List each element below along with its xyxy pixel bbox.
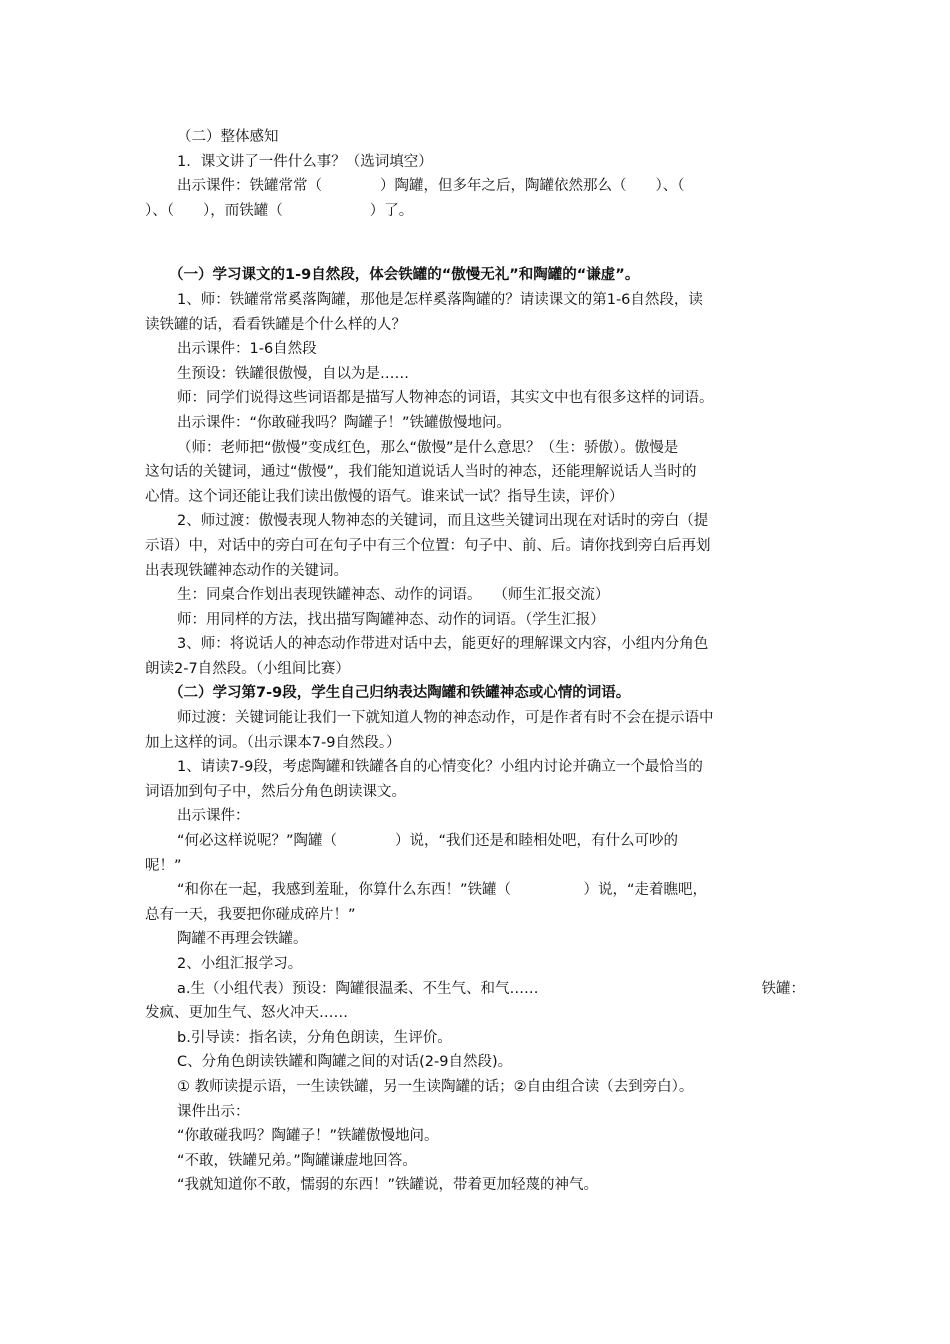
section-gap xyxy=(145,223,805,263)
paragraph: 出示课件：1-6自然段 xyxy=(177,341,317,358)
document-body xyxy=(145,125,805,1198)
paragraph: 读铁罐的话，看看铁罐是个什么样的人？ xyxy=(145,316,406,333)
paragraph: 1、师：铁罐常常奚落陶罐，那他是怎样奚落陶罐的？请读课文的第1-6自然段，读 xyxy=(177,291,703,308)
quote-line: “何必这样说呢？”陶罐（ ）说，“我们还是和睦相处吧，有什么可吵的 xyxy=(177,833,679,850)
paragraph: 发疯、更加生气、怒火冲天…… xyxy=(145,1005,348,1022)
paragraph: 师：同学们说得这些词语都是描写人物神态的词语，其实文中也有很多这样的词语。 xyxy=(177,390,714,407)
paragraph-left: a.生（小组代表）预设：陶罐很温柔、不生气、和气…… xyxy=(177,980,539,997)
quote-line: 呢！” xyxy=(145,857,182,874)
paragraph: 3、师：将说话人的神态动作带进对话中去，能更好的理解课文内容，小组内分角色 xyxy=(177,636,709,653)
paragraph-right: 铁罐： xyxy=(761,980,805,997)
paragraph: 朗读2-7自然段。（小组间比赛） xyxy=(145,660,350,677)
paragraph: C、分角色朗读铁罐和陶罐之间的对话(2-9自然段)。 xyxy=(177,1054,513,1071)
paragraph: 师：用同样的方法，找出描写陶罐神态、动作的词语。（学生汇报） xyxy=(177,611,605,628)
paragraph: 心情。这个词还能让我们读出傲慢的语气。谁来试一试？指导生读，评价） xyxy=(145,488,624,505)
paragraph: 2、小组汇报学习。 xyxy=(177,956,303,972)
question-1: 1．课文讲了一件什么事？（选词填空） xyxy=(177,153,433,170)
fill-blank-line-2: ）、（ ），而铁罐（ ）了。 xyxy=(145,202,414,219)
paragraph: 出表现铁罐神态动作的关键词。 xyxy=(145,562,348,579)
paragraph: ① 教师读提示语，一生读铁罐，另一生读陶罐的话；②自由组合读（去到旁白）。 xyxy=(177,1078,694,1095)
paragraph: 生：同桌合作划出表现铁罐神态、动作的词语。 （师生汇报交流） xyxy=(177,587,610,604)
paragraph: 1、请读7-9段，考虑陶罐和铁罐各自的心情变化？小组内讨论并确立一个最恰当的 xyxy=(177,759,703,776)
paragraph: b.引导读：指名读，分角色朗读，生评价。 xyxy=(177,1029,452,1046)
part1-heading: （一）学习课文的1-9自然段，体会铁罐的“傲慢无礼”和陶罐的“谦虚”。 xyxy=(169,267,640,284)
paragraph: 示语）中，对话中的旁白可在句子中有三个位置：句子中、前、后。请你找到旁白后再划 xyxy=(145,537,711,554)
paragraph: 2、师过渡：傲慢表现人物神态的关键词，而且这些关键词出现在对话时的旁白（提 xyxy=(177,513,709,530)
quote-line: “不敢，铁罐兄弟。”陶罐谦虚地回答。 xyxy=(177,1152,417,1169)
section-heading-overview: （二）整体感知 xyxy=(177,129,279,145)
paragraph: 加上这样的词。（出示课本7-9自然段。） xyxy=(145,734,401,751)
paragraph: 这句话的关键词，通过“傲慢”，我们能知道说话人当时的神态，还能理解说话人当时的 xyxy=(145,464,697,481)
quote-line: “和你在一起，我感到羞耻，你算什么东西！”铁罐（ ）说，“走着瞧吧， xyxy=(177,882,708,899)
paragraph: 出示课件：“你敢碰我吗？陶罐子！”铁罐傲慢地问。 xyxy=(177,414,512,431)
paragraph: 生预设：铁罐很傲慢，自以为是…… xyxy=(177,365,409,382)
paragraph-split xyxy=(145,977,805,1002)
paragraph: 出示课件： xyxy=(177,808,250,825)
quote-line: “你敢碰我吗？陶罐子！”铁罐傲慢地问。 xyxy=(177,1128,439,1145)
quote-line: 总有一天，我要把你碰成碎片！” xyxy=(145,906,356,923)
part2-heading: （二）学习第7-9段，学生自己归纳表达陶罐和铁罐神态或心情的词语。 xyxy=(169,685,631,702)
fill-blank-line-1: 出示课件：铁罐常常（ ）陶罐，但多年之后，陶罐依然那么（ ）、（ xyxy=(177,178,685,195)
quote-line: “我就知道你不敢，懦弱的东西！”铁罐说，带着更加轻蔑的神气。 xyxy=(177,1177,599,1194)
paragraph: 课件出示： xyxy=(177,1103,250,1120)
paragraph: 陶罐不再理会铁罐。 xyxy=(177,931,308,948)
paragraph: （师：老师把“傲慢”变成红色，那么“傲慢”是什么意思？（生：骄傲）。傲慢是 xyxy=(177,439,679,456)
paragraph: 词语加到句子中，然后分角色朗读课文。 xyxy=(145,783,406,800)
paragraph: 师过渡：关键词能让我们一下就知道人物的神态动作，可是作者有时不会在提示语中 xyxy=(177,710,714,727)
